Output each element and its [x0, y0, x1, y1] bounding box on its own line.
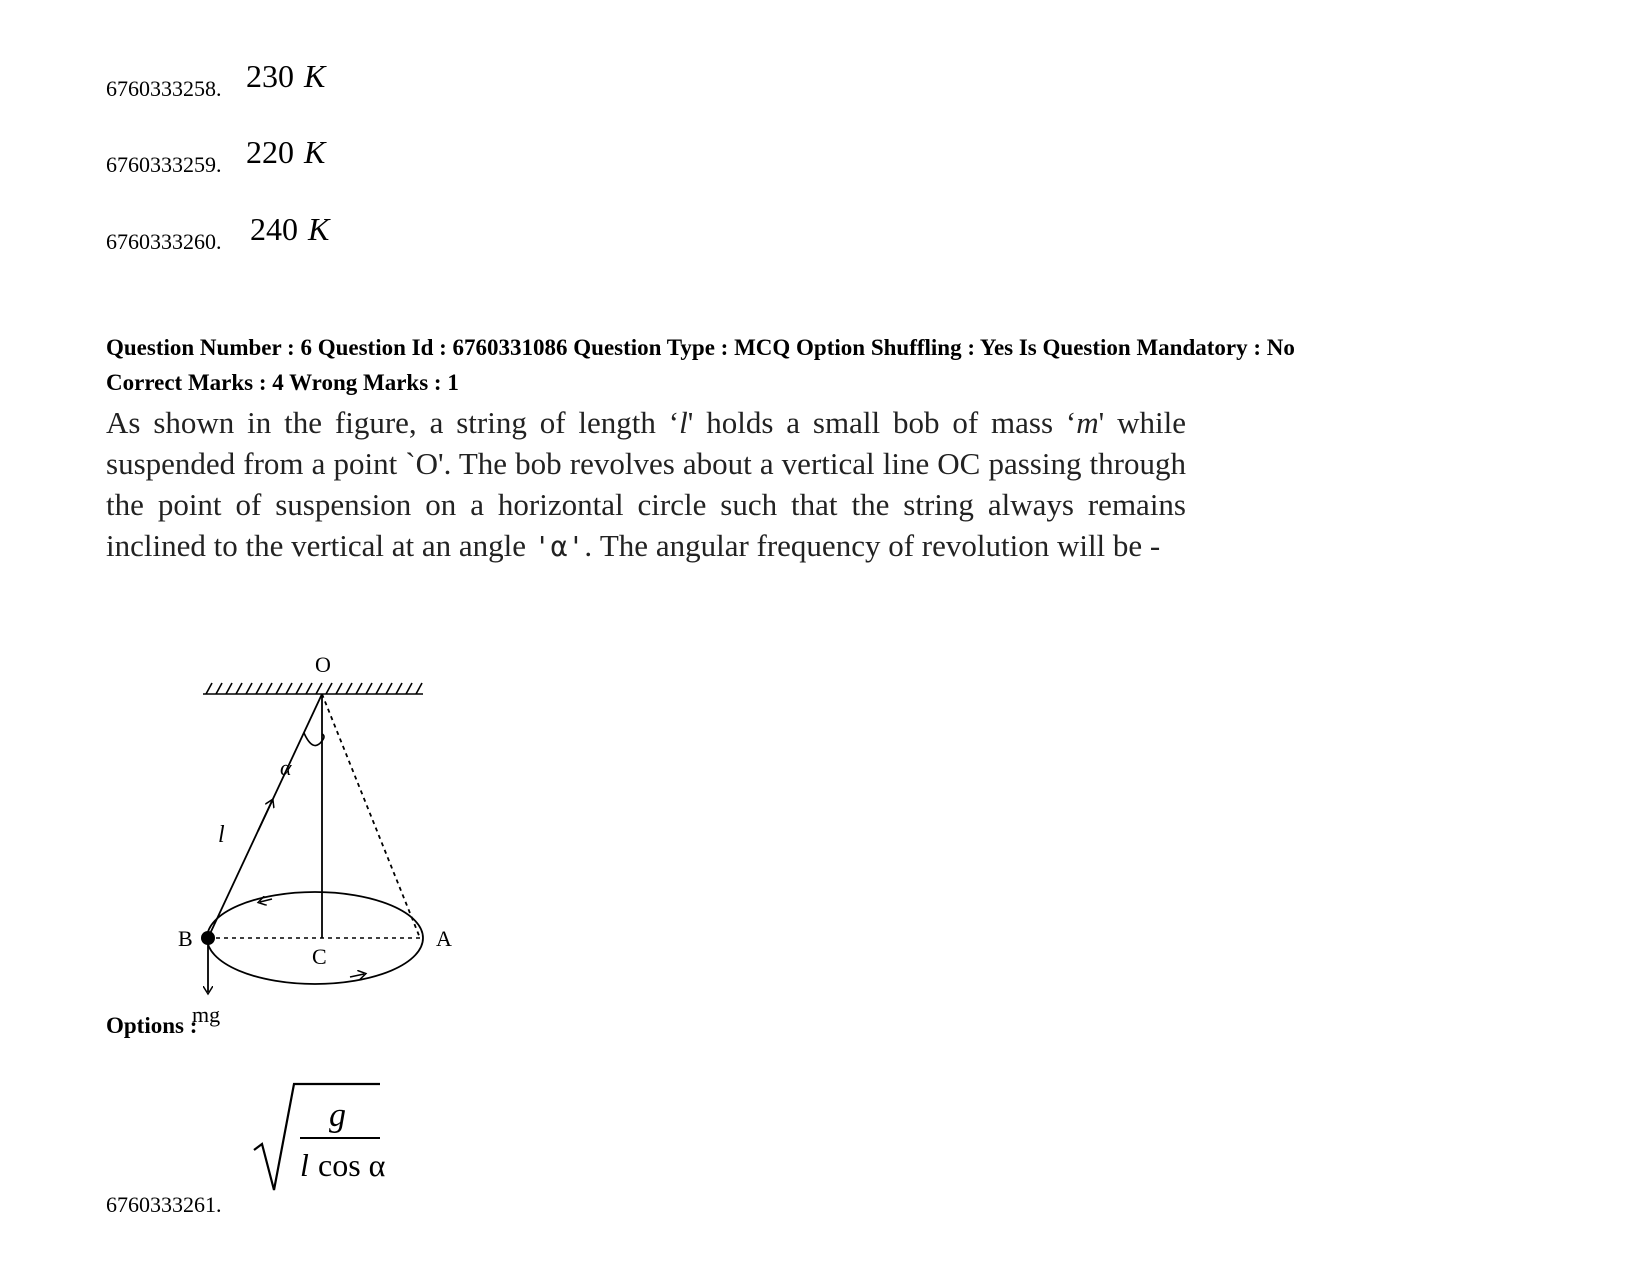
question-meta: Question Number : 6 Question Id : 6760331086 Question Type : MCQ Option Shuffling : Yes Is Question Mandatory : No [106, 335, 1295, 360]
label-b: B [178, 926, 193, 951]
conical-pendulum-figure [170, 640, 470, 1035]
option-value [250, 211, 329, 248]
label-l: l [218, 822, 225, 848]
option-number: 230 [246, 58, 294, 94]
question-marks: Correct Marks : 4 Wrong Marks : 1 [106, 370, 459, 395]
alpha-symbol: 'α' [533, 530, 585, 563]
options-label: Options : [106, 1013, 198, 1038]
option-id: 6760333261. [106, 1192, 222, 1217]
option-id: 6760333260. [106, 229, 222, 254]
label-mg: mg [192, 1002, 221, 1027]
motion-arrow-top [260, 899, 272, 902]
option-unit: K [304, 58, 326, 94]
option-value [246, 134, 325, 171]
label-alpha: α [280, 755, 292, 780]
numerator: g [329, 1097, 346, 1134]
option-formula [250, 1080, 390, 1192]
option-id: 6760333259. [106, 152, 222, 177]
motion-arrow-bottom [350, 974, 364, 977]
option-value [246, 58, 325, 95]
option-number: 220 [246, 134, 294, 170]
option-id: 6760333258. [106, 76, 222, 101]
ceiling-support [203, 683, 423, 694]
label-c: C [312, 944, 327, 969]
mass-variable: m [1076, 405, 1099, 440]
option-number: 240 [250, 211, 298, 247]
question-text: As shown in the figure, a string of length ‘l' holds a small bob of mass ‘m' while suspended from a point `O'. The bob revolves about a vertical line OC passing through the point of suspension on a horizontal circle such that the string always remains inclined to the vertical at an angle 'α'. The angular frequency of revolution will be - [106, 405, 1186, 563]
label-a: A [436, 926, 452, 951]
tension-arrow [258, 801, 272, 831]
length-variable: l [679, 405, 688, 440]
option-unit: K [308, 211, 330, 247]
option-unit: K [304, 134, 326, 170]
label-o: O [315, 652, 331, 677]
bob [201, 931, 215, 945]
denominator-variable: l [300, 1147, 309, 1183]
denominator-rest: cos α [318, 1147, 386, 1183]
dotted-line-oa [322, 694, 420, 938]
angle-arc [304, 733, 324, 746]
